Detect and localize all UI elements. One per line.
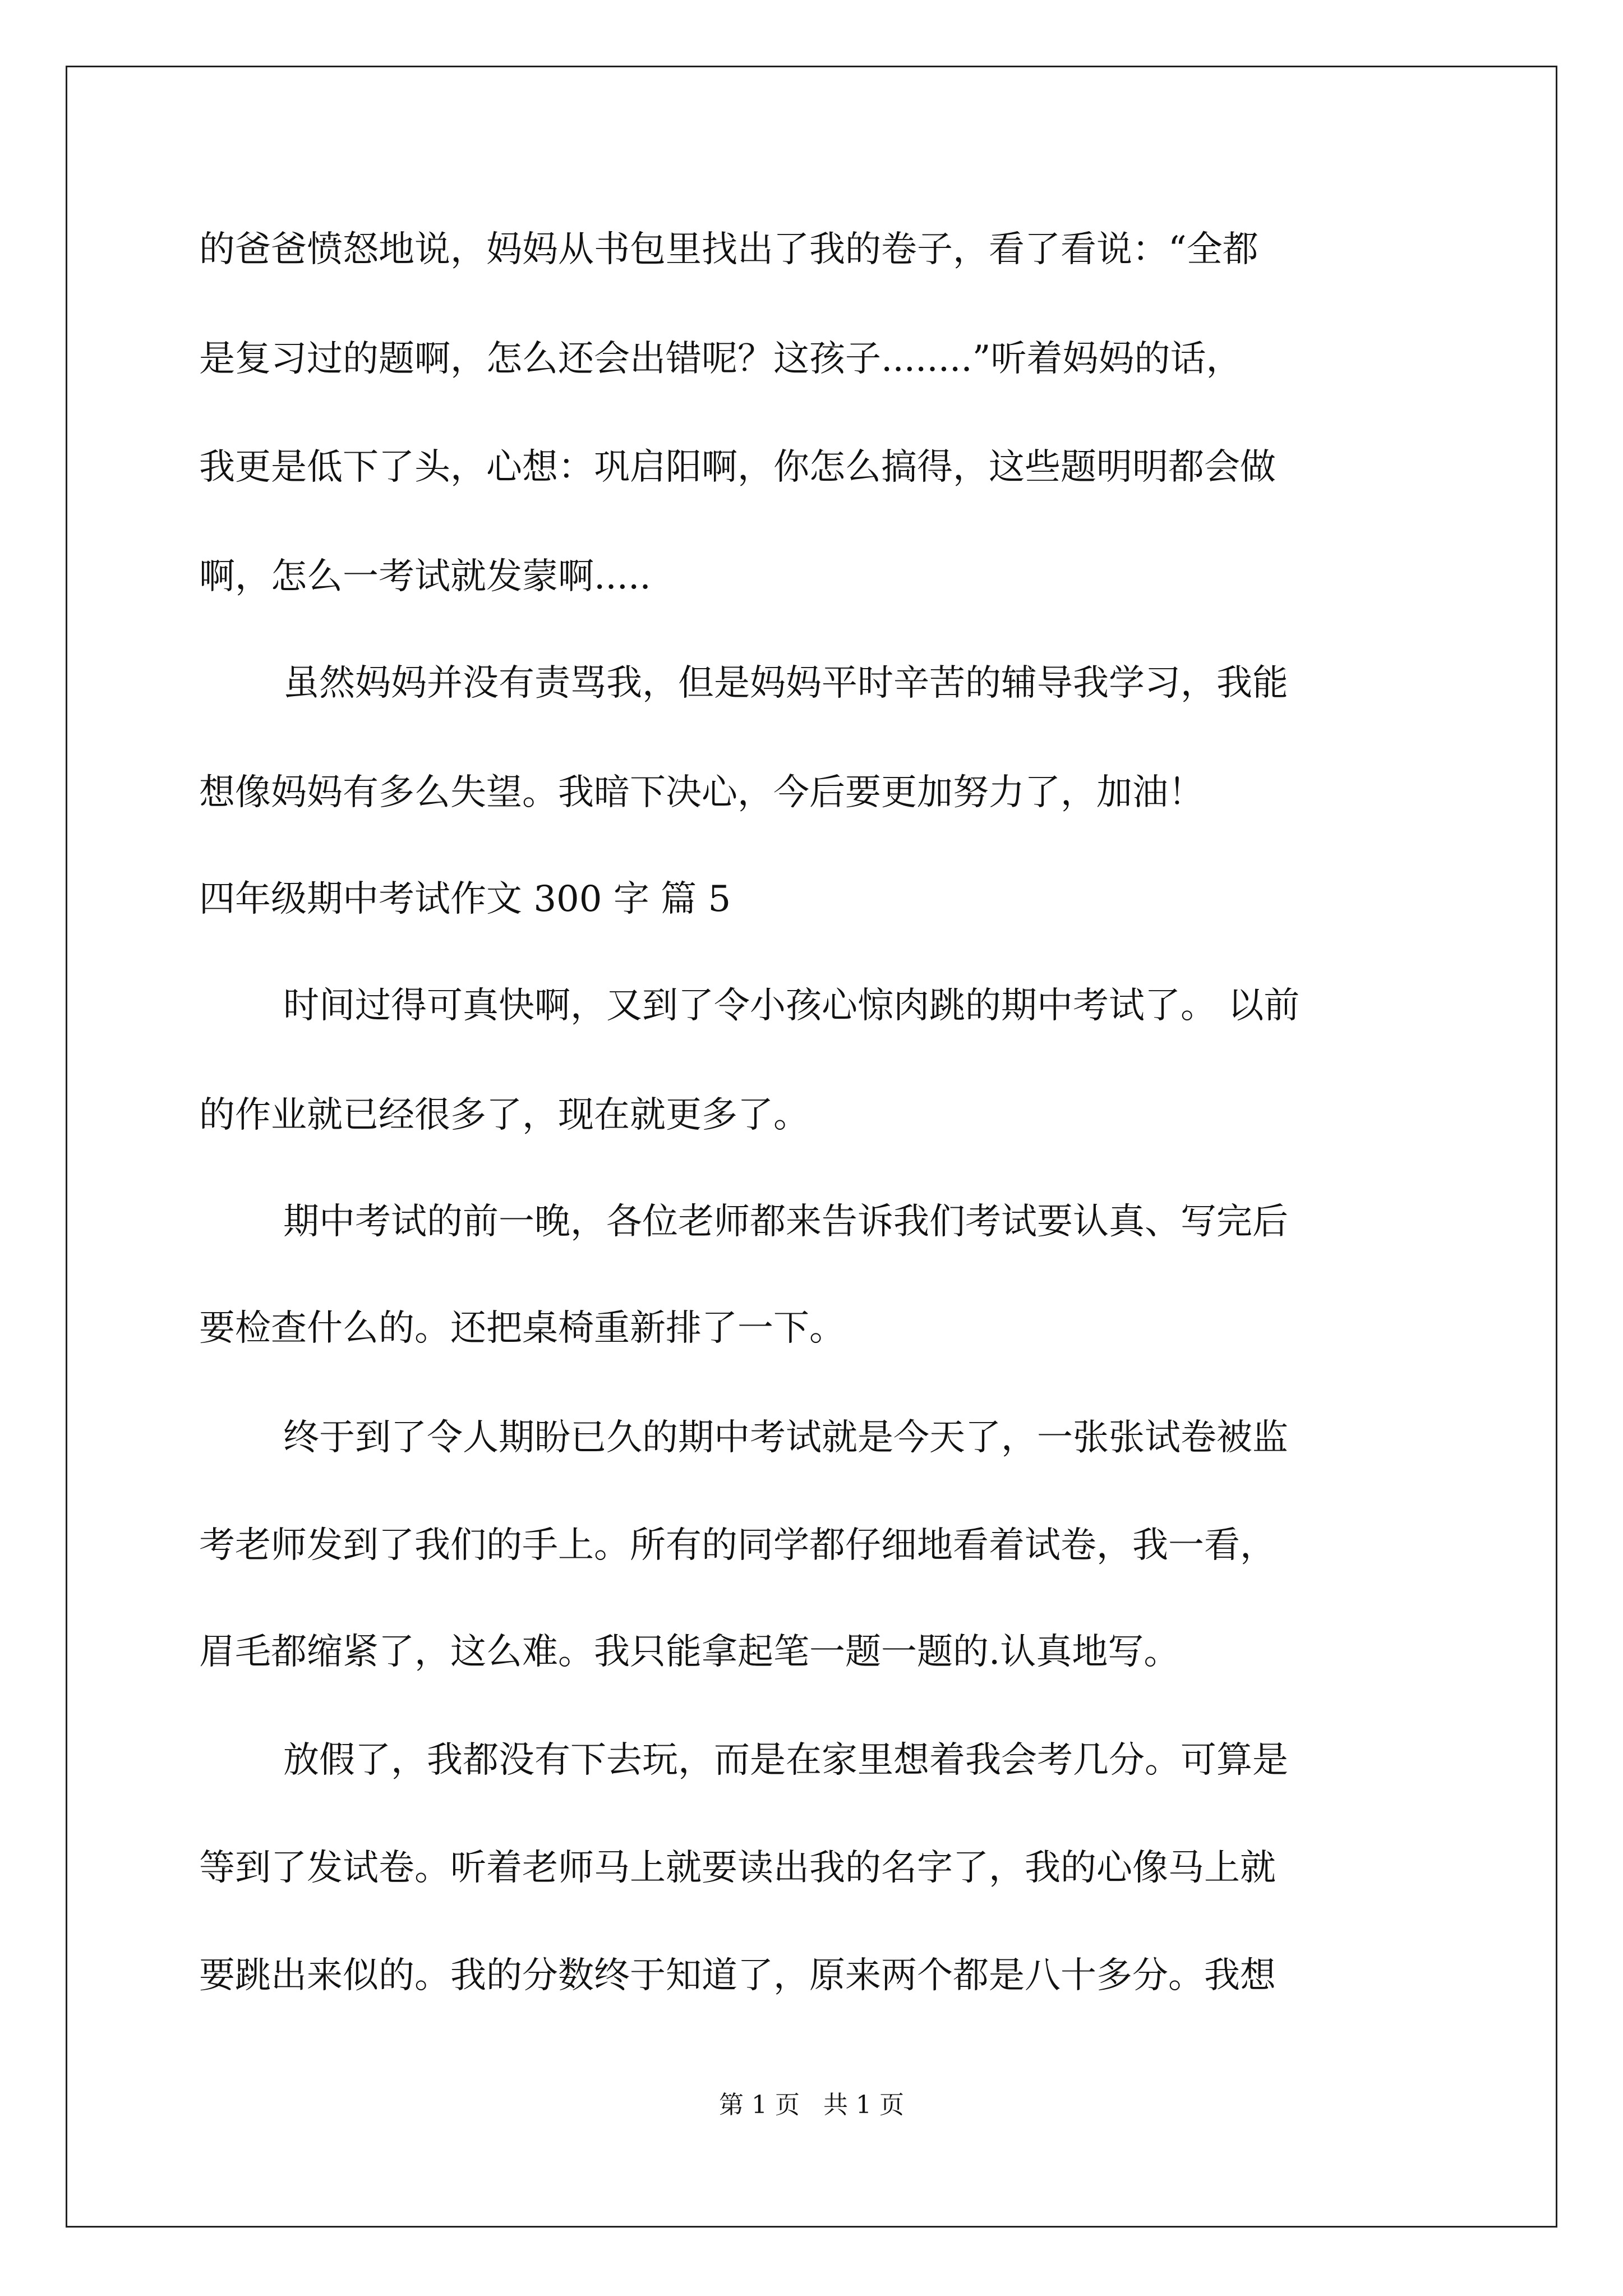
paragraph-first-line: 放假了，我都没有下去玩，而是在家里想着我会考几分。可算是 — [283, 1740, 1288, 1781]
text-line: 考老师发到了我们的手上。所有的同学都仔细地看着试卷，我一看， — [199, 1525, 1276, 1566]
text-line: 想像妈妈有多么失望。我暗下决心，今后要更加努力了，加油！ — [199, 772, 1204, 813]
section-heading: 四年级期中考试作文 300 字 篇 5 — [199, 878, 731, 920]
text-line: 要检查什么的。还把桌椅重新排了一下。 — [199, 1308, 845, 1349]
page-border — [66, 66, 1557, 2228]
text-line: 我更是低下了头，心想：巩启阳啊，你怎么搞得，这些题明明都会做 — [199, 447, 1276, 488]
text-line: 等到了发试卷。听着老师马上就要读出我的名字了，我的心像马上就 — [199, 1847, 1276, 1889]
page-footer: 第 1 页 共 1 页 — [719, 2091, 904, 2119]
paragraph-first-line: 期中考试的前一晚，各位老师都来告诉我们考试要认真、写完后 — [283, 1201, 1288, 1243]
paragraph-first-line: 时间过得可真快啊，又到了令小孩心惊肉跳的期中考试了。 以前 — [283, 985, 1300, 1027]
text-line: 的作业就已经很多了，现在就更多了。 — [199, 1094, 809, 1136]
text-line: 的爸爸愤怒地说，妈妈从书包里找出了我的卷子，看了看说：“全都 — [199, 229, 1258, 270]
text-line: 要跳出来似的。我的分数终于知道了，原来两个都是八十多分。我想 — [199, 1955, 1276, 1996]
paragraph-first-line: 虽然妈妈并没有责骂我，但是妈妈平时辛苦的辅导我学习，我能 — [283, 662, 1288, 704]
text-line: 啊，怎么一考试就发蒙啊..... — [199, 556, 651, 597]
paragraph-first-line: 终于到了令人期盼已久的期中考试就是今天了，一张张试卷被监 — [283, 1417, 1288, 1458]
text-line: 眉毛都缩紧了，这么难。我只能拿起笔一题一题的.认真地写。 — [199, 1631, 1180, 1673]
text-line: 是复习过的题啊，怎么还会出错呢？这孩子........”听着妈妈的话， — [199, 338, 1242, 380]
